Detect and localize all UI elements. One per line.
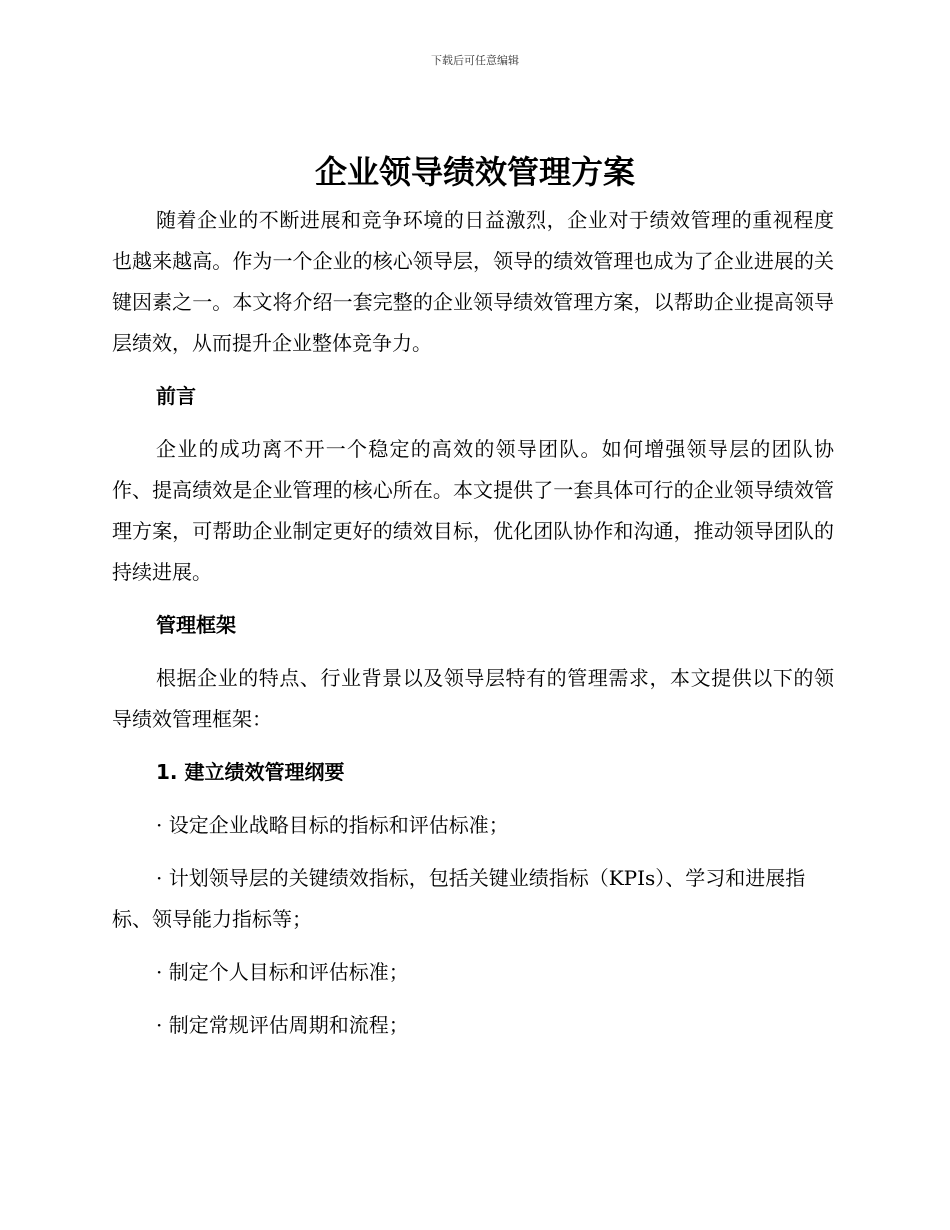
page-header-note: 下载后可任意编辑 xyxy=(431,54,519,67)
section-heading-preface: 前言 xyxy=(156,384,196,408)
framework-paragraph: 根据企业的特点、行业背景以及领导层特有的管理需求，本文提供以下的领导绩效管理框架： xyxy=(112,666,834,731)
document-title: 企业领导绩效管理方案 xyxy=(314,153,635,191)
bullet-item: · 制定个人目标和评估标准； xyxy=(156,960,409,984)
bullet-item: · 设定企业战略目标的指标和评估标准； xyxy=(156,813,509,837)
preface-paragraph: 企业的成功离不开一个稳定的高效的领导团队。如何增强领导层的团队协作、提高绩效是企业管理的核心所在。本文提供了一套具体可行的企业领导绩效管理方案，可帮助企业制定更好的绩效目标，优化团队协作和沟通，推动领导团队的持续进展。 xyxy=(112,437,834,584)
section-heading-framework: 管理框架 xyxy=(156,613,236,637)
subsection-heading-outline: 1. 建立绩效管理纲要 xyxy=(156,760,345,784)
bullet-item: · 制定常规评估周期和流程； xyxy=(156,1013,409,1037)
document-body xyxy=(112,200,834,1058)
bullet-item: · 计划领导层的关键绩效指标，包括关键业绩指标（KPIs）、学习和进展指标、领导能力指标等； xyxy=(112,866,806,931)
intro-paragraph: 随着企业的不断进展和竞争环境的日益激烈，企业对于绩效管理的重视程度也越来越高。作为一个企业的核心领导层，领导的绩效管理也成为了企业进展的关键因素之一。本文将介绍一套完整的企业领导绩效管理方案，以帮助企业提高领导层绩效，从而提升企业整体竞争力。 xyxy=(112,208,834,355)
